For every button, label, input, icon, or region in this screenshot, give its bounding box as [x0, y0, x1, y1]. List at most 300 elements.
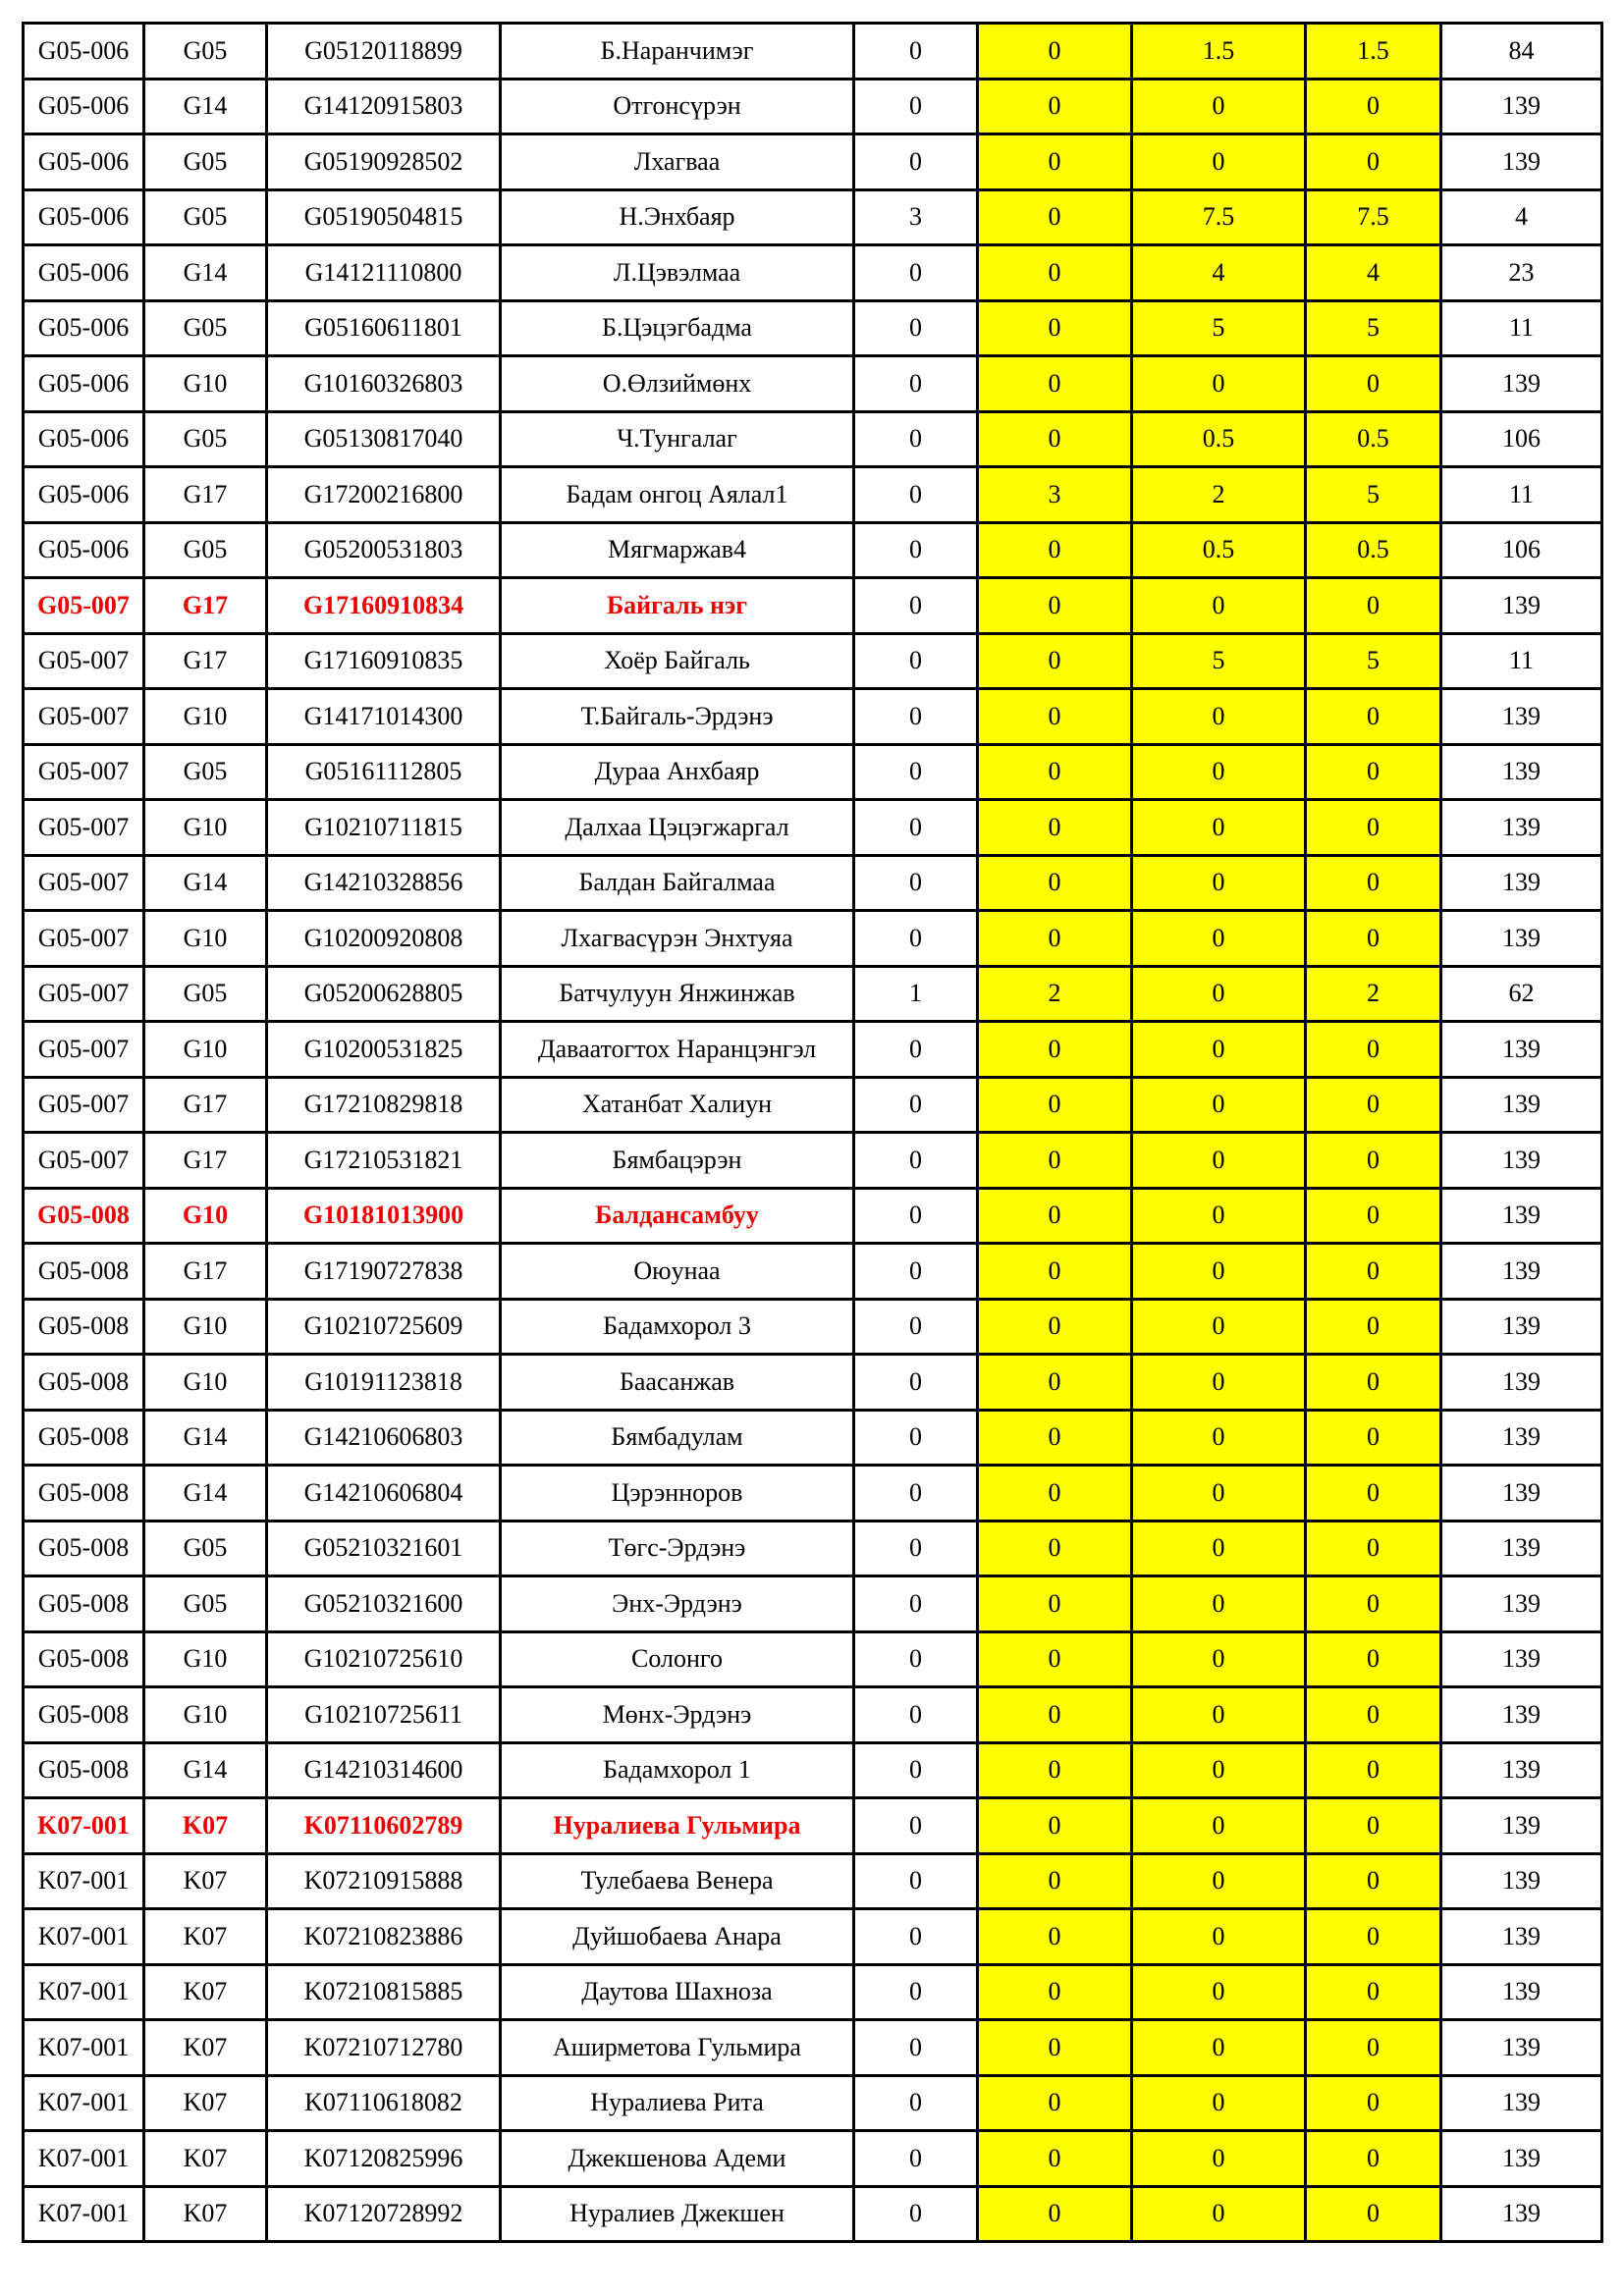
cell-code: G05-007: [24, 633, 144, 689]
table-row: [24, 1576, 1602, 1632]
cell-score-3: 0: [1132, 1798, 1306, 1854]
table-row: [24, 744, 1602, 800]
cell-score-2: 0: [978, 911, 1132, 967]
cell-total: 5: [1306, 467, 1441, 523]
cell-total: 0.5: [1306, 522, 1441, 578]
table-row: [24, 24, 1602, 80]
cell-score-2: 0: [978, 1964, 1132, 2020]
cell-total: 5: [1306, 633, 1441, 689]
results-table: [22, 22, 1603, 2243]
cell-score-3: 0: [1132, 689, 1306, 745]
cell-rank: 139: [1441, 1576, 1602, 1632]
cell-score-2: 0: [978, 1077, 1132, 1133]
cell-score-1: 0: [854, 300, 978, 356]
cell-code: G05-008: [24, 1576, 144, 1632]
cell-group: G05: [144, 134, 267, 190]
cell-group: G10: [144, 1188, 267, 1244]
cell-total: 0: [1306, 1466, 1441, 1522]
cell-name: Лхагваа: [501, 134, 854, 190]
cell-score-1: 0: [854, 1410, 978, 1466]
cell-id: K07120728992: [267, 2186, 501, 2242]
cell-group: G05: [144, 24, 267, 80]
cell-name: Хатанбат Халиун: [501, 1077, 854, 1133]
cell-group: G10: [144, 800, 267, 856]
cell-score-1: 0: [854, 1964, 978, 2020]
cell-code: G05-008: [24, 1466, 144, 1522]
table-row: [24, 2131, 1602, 2187]
cell-rank: 139: [1441, 1742, 1602, 1798]
cell-total: 0: [1306, 1853, 1441, 1909]
table-row: [24, 689, 1602, 745]
cell-group: G10: [144, 911, 267, 967]
cell-score-3: 0: [1132, 1355, 1306, 1411]
cell-score-1: 0: [854, 1742, 978, 1798]
cell-group: G10: [144, 1355, 267, 1411]
table-row: [24, 1077, 1602, 1133]
cell-score-1: 0: [854, 467, 978, 523]
cell-group: G14: [144, 855, 267, 911]
cell-score-2: 0: [978, 245, 1132, 301]
cell-code: K07-001: [24, 1853, 144, 1909]
cell-id: G17160910834: [267, 578, 501, 634]
cell-id: G10160326803: [267, 356, 501, 412]
cell-id: G14210328856: [267, 855, 501, 911]
cell-score-1: 0: [854, 2020, 978, 2076]
table-row: [24, 1853, 1602, 1909]
cell-score-3: 0: [1132, 855, 1306, 911]
cell-group: G10: [144, 1687, 267, 1743]
cell-score-2: 0: [978, 356, 1132, 412]
cell-score-3: 0: [1132, 2186, 1306, 2242]
cell-name: Даутова Шахноза: [501, 1964, 854, 2020]
cell-rank: 106: [1441, 522, 1602, 578]
cell-code: G05-008: [24, 1410, 144, 1466]
cell-score-1: 0: [854, 578, 978, 634]
cell-name: Мөнх-Эрдэнэ: [501, 1687, 854, 1743]
cell-group: G05: [144, 1576, 267, 1632]
cell-name: Энх-Эрдэнэ: [501, 1576, 854, 1632]
cell-score-2: 0: [978, 1853, 1132, 1909]
cell-score-1: 0: [854, 1909, 978, 1965]
cell-rank: 139: [1441, 744, 1602, 800]
cell-id: K07120825996: [267, 2131, 501, 2187]
table-row: [24, 2186, 1602, 2242]
cell-id: G10200920808: [267, 911, 501, 967]
cell-score-2: 0: [978, 2131, 1132, 2187]
cell-name: Дураа Анхбаяр: [501, 744, 854, 800]
cell-score-3: 0: [1132, 1631, 1306, 1687]
cell-score-1: 0: [854, 1299, 978, 1355]
cell-name: Хоёр Байгаль: [501, 633, 854, 689]
cell-code: G05-006: [24, 467, 144, 523]
cell-total: 0: [1306, 1576, 1441, 1632]
cell-total: 0: [1306, 1410, 1441, 1466]
cell-score-3: 0: [1132, 2075, 1306, 2131]
cell-score-2: 0: [978, 1466, 1132, 1522]
cell-score-2: 0: [978, 1631, 1132, 1687]
cell-score-3: 0: [1132, 1964, 1306, 2020]
cell-total: 2: [1306, 966, 1441, 1022]
cell-rank: 139: [1441, 2186, 1602, 2242]
cell-score-2: 0: [978, 1687, 1132, 1743]
cell-score-2: 0: [978, 1355, 1132, 1411]
table-body: [24, 24, 1602, 2242]
cell-score-2: 0: [978, 522, 1132, 578]
cell-score-2: 0: [978, 689, 1132, 745]
cell-name: Аширметова Гульмира: [501, 2020, 854, 2076]
table-row: [24, 1355, 1602, 1411]
cell-score-3: 0: [1132, 1576, 1306, 1632]
cell-id: K07210712780: [267, 2020, 501, 2076]
cell-group: G17: [144, 1133, 267, 1189]
cell-code: K07-001: [24, 1964, 144, 2020]
cell-id: G17160910835: [267, 633, 501, 689]
cell-score-2: 0: [978, 2186, 1132, 2242]
cell-code: G05-007: [24, 744, 144, 800]
cell-id: G14121110800: [267, 245, 501, 301]
cell-score-3: 0: [1132, 2131, 1306, 2187]
cell-code: G05-007: [24, 966, 144, 1022]
cell-total: 0: [1306, 1299, 1441, 1355]
cell-code: G05-008: [24, 1244, 144, 1300]
cell-group: G05: [144, 522, 267, 578]
cell-code: K07-001: [24, 2186, 144, 2242]
cell-code: G05-007: [24, 1022, 144, 1078]
table-row: [24, 1244, 1602, 1300]
cell-score-2: 0: [978, 1022, 1132, 1078]
table-row: [24, 1521, 1602, 1576]
cell-id: G05210321600: [267, 1576, 501, 1632]
cell-name: Мягмаржав4: [501, 522, 854, 578]
cell-score-2: 0: [978, 1521, 1132, 1576]
table-row-group-leader: [24, 1188, 1602, 1244]
cell-score-3: 0: [1132, 1466, 1306, 1522]
cell-name: Тулебаева Венера: [501, 1853, 854, 1909]
table-row: [24, 1742, 1602, 1798]
cell-group: K07: [144, 1798, 267, 1854]
cell-rank: 139: [1441, 2020, 1602, 2076]
cell-group: G14: [144, 1742, 267, 1798]
cell-rank: 139: [1441, 1299, 1602, 1355]
cell-score-2: 0: [978, 24, 1132, 80]
cell-group: G10: [144, 356, 267, 412]
cell-group: G10: [144, 1299, 267, 1355]
cell-name: Бадамхорол 3: [501, 1299, 854, 1355]
cell-score-1: 0: [854, 1798, 978, 1854]
cell-id: G17190727838: [267, 1244, 501, 1300]
cell-name: Баасанжав: [501, 1355, 854, 1411]
table-row: [24, 134, 1602, 190]
cell-total: 0: [1306, 79, 1441, 134]
cell-name: Цэрэнноров: [501, 1466, 854, 1522]
cell-score-3: 1.5: [1132, 24, 1306, 80]
table-row-group-leader: [24, 1798, 1602, 1854]
cell-name: Байгаль нэг: [501, 578, 854, 634]
table-row: [24, 189, 1602, 245]
cell-name: Ч.Тунгалаг: [501, 411, 854, 467]
cell-score-1: 0: [854, 356, 978, 412]
cell-score-1: 3: [854, 189, 978, 245]
cell-total: 0.5: [1306, 411, 1441, 467]
cell-id: G10191123818: [267, 1355, 501, 1411]
cell-score-1: 0: [854, 1133, 978, 1189]
cell-name: Балдан Байгалмаа: [501, 855, 854, 911]
cell-score-2: 0: [978, 1909, 1132, 1965]
cell-rank: 139: [1441, 1188, 1602, 1244]
cell-group: G14: [144, 245, 267, 301]
table-row: [24, 1410, 1602, 1466]
cell-total: 0: [1306, 1687, 1441, 1743]
cell-total: 0: [1306, 1964, 1441, 2020]
cell-group: G17: [144, 633, 267, 689]
cell-score-1: 0: [854, 1244, 978, 1300]
cell-score-3: 0: [1132, 1133, 1306, 1189]
cell-code: K07-001: [24, 2075, 144, 2131]
cell-rank: 4: [1441, 189, 1602, 245]
cell-rank: 139: [1441, 1631, 1602, 1687]
cell-score-3: 2: [1132, 467, 1306, 523]
cell-total: 0: [1306, 356, 1441, 412]
cell-total: 0: [1306, 800, 1441, 856]
cell-group: G14: [144, 1466, 267, 1522]
cell-score-3: 0: [1132, 2020, 1306, 2076]
cell-rank: 139: [1441, 855, 1602, 911]
cell-code: G05-007: [24, 1133, 144, 1189]
cell-rank: 139: [1441, 1077, 1602, 1133]
cell-score-1: 0: [854, 2186, 978, 2242]
cell-code: G05-008: [24, 1355, 144, 1411]
cell-total: 0: [1306, 2131, 1441, 2187]
cell-group: G05: [144, 300, 267, 356]
cell-score-3: 0: [1132, 578, 1306, 634]
cell-name: Далхаа Цэцэгжаргал: [501, 800, 854, 856]
cell-score-1: 0: [854, 911, 978, 967]
cell-id: G05130817040: [267, 411, 501, 467]
cell-code: G05-007: [24, 1077, 144, 1133]
table-row: [24, 1299, 1602, 1355]
cell-score-3: 0: [1132, 911, 1306, 967]
cell-rank: 84: [1441, 24, 1602, 80]
cell-rank: 139: [1441, 911, 1602, 967]
cell-score-1: 0: [854, 689, 978, 745]
cell-score-2: 0: [978, 1133, 1132, 1189]
cell-name: Батчулуун Янжинжав: [501, 966, 854, 1022]
cell-code: G05-007: [24, 911, 144, 967]
cell-name: Л.Цэвэлмаа: [501, 245, 854, 301]
cell-score-1: 0: [854, 1631, 978, 1687]
cell-rank: 139: [1441, 1355, 1602, 1411]
cell-total: 7.5: [1306, 189, 1441, 245]
table-row: [24, 245, 1602, 301]
cell-score-2: 0: [978, 1576, 1132, 1632]
cell-rank: 11: [1441, 633, 1602, 689]
cell-score-1: 0: [854, 2131, 978, 2187]
cell-id: K07210815885: [267, 1964, 501, 2020]
cell-name: Нуралиева Рита: [501, 2075, 854, 2131]
cell-code: G05-006: [24, 300, 144, 356]
cell-group: G14: [144, 1410, 267, 1466]
cell-code: G05-008: [24, 1188, 144, 1244]
cell-rank: 23: [1441, 245, 1602, 301]
cell-score-1: 0: [854, 79, 978, 134]
table-row: [24, 1022, 1602, 1078]
cell-id: G05160611801: [267, 300, 501, 356]
cell-code: G05-006: [24, 79, 144, 134]
cell-score-2: 0: [978, 1244, 1132, 1300]
cell-score-1: 0: [854, 245, 978, 301]
cell-id: K07110618082: [267, 2075, 501, 2131]
cell-id: G05210321601: [267, 1521, 501, 1576]
cell-code: G05-007: [24, 578, 144, 634]
cell-score-1: 1: [854, 966, 978, 1022]
cell-total: 4: [1306, 245, 1441, 301]
cell-group: G14: [144, 79, 267, 134]
cell-rank: 139: [1441, 1853, 1602, 1909]
cell-score-3: 0: [1132, 744, 1306, 800]
cell-id: G05120118899: [267, 24, 501, 80]
cell-total: 0: [1306, 911, 1441, 967]
table-row: [24, 467, 1602, 523]
table-row-group-leader: [24, 578, 1602, 634]
cell-rank: 139: [1441, 1466, 1602, 1522]
cell-group: K07: [144, 2020, 267, 2076]
cell-id: G10200531825: [267, 1022, 501, 1078]
cell-rank: 139: [1441, 2131, 1602, 2187]
table-row: [24, 1964, 1602, 2020]
cell-id: G05200628805: [267, 966, 501, 1022]
cell-total: 0: [1306, 1798, 1441, 1854]
cell-score-2: 0: [978, 633, 1132, 689]
cell-group: K07: [144, 2131, 267, 2187]
cell-group: K07: [144, 1909, 267, 1965]
cell-score-3: 0: [1132, 966, 1306, 1022]
cell-rank: 139: [1441, 1022, 1602, 1078]
cell-score-1: 0: [854, 800, 978, 856]
cell-name: Т.Байгаль-Эрдэнэ: [501, 689, 854, 745]
cell-code: G05-008: [24, 1742, 144, 1798]
cell-code: K07-001: [24, 1798, 144, 1854]
cell-score-1: 0: [854, 1687, 978, 1743]
cell-code: G05-008: [24, 1299, 144, 1355]
cell-rank: 139: [1441, 134, 1602, 190]
cell-code: G05-006: [24, 24, 144, 80]
table-row: [24, 633, 1602, 689]
cell-name: О.Өлзиймөнх: [501, 356, 854, 412]
cell-id: G10210711815: [267, 800, 501, 856]
cell-score-3: 0: [1132, 1687, 1306, 1743]
cell-code: G05-006: [24, 134, 144, 190]
cell-score-2: 0: [978, 134, 1132, 190]
cell-total: 0: [1306, 578, 1441, 634]
cell-total: 0: [1306, 2020, 1441, 2076]
cell-rank: 139: [1441, 1798, 1602, 1854]
cell-group: K07: [144, 2186, 267, 2242]
cell-total: 0: [1306, 134, 1441, 190]
cell-group: G10: [144, 1022, 267, 1078]
cell-rank: 11: [1441, 300, 1602, 356]
cell-score-3: 0: [1132, 1022, 1306, 1078]
cell-score-3: 5: [1132, 300, 1306, 356]
cell-group: G05: [144, 411, 267, 467]
cell-name: Балдансамбуу: [501, 1188, 854, 1244]
cell-group: K07: [144, 1964, 267, 2020]
cell-id: K07110602789: [267, 1798, 501, 1854]
cell-group: G05: [144, 1521, 267, 1576]
cell-group: G17: [144, 1244, 267, 1300]
cell-score-2: 0: [978, 744, 1132, 800]
cell-code: G05-008: [24, 1521, 144, 1576]
cell-code: G05-006: [24, 189, 144, 245]
cell-group: K07: [144, 1853, 267, 1909]
cell-score-2: 0: [978, 79, 1132, 134]
cell-rank: 139: [1441, 1687, 1602, 1743]
cell-id: G10210725609: [267, 1299, 501, 1355]
cell-id: G05190504815: [267, 189, 501, 245]
cell-group: G17: [144, 467, 267, 523]
cell-rank: 139: [1441, 800, 1602, 856]
cell-score-3: 0: [1132, 1244, 1306, 1300]
table-row: [24, 1909, 1602, 1965]
cell-score-1: 0: [854, 522, 978, 578]
cell-score-2: 0: [978, 2075, 1132, 2131]
cell-total: 0: [1306, 744, 1441, 800]
cell-id: K07210915888: [267, 1853, 501, 1909]
cell-score-1: 0: [854, 24, 978, 80]
cell-score-2: 0: [978, 1299, 1132, 1355]
cell-score-1: 0: [854, 855, 978, 911]
cell-id: G14210314600: [267, 1742, 501, 1798]
cell-score-1: 0: [854, 1521, 978, 1576]
cell-id: G14120915803: [267, 79, 501, 134]
cell-score-1: 0: [854, 1576, 978, 1632]
cell-rank: 139: [1441, 2075, 1602, 2131]
cell-score-3: 0: [1132, 134, 1306, 190]
cell-id: G05190928502: [267, 134, 501, 190]
cell-name: Лхагвасүрэн Энхтуяа: [501, 911, 854, 967]
cell-code: G05-006: [24, 245, 144, 301]
cell-rank: 139: [1441, 1909, 1602, 1965]
cell-rank: 106: [1441, 411, 1602, 467]
cell-score-2: 0: [978, 1798, 1132, 1854]
cell-rank: 139: [1441, 1133, 1602, 1189]
cell-id: G17210531821: [267, 1133, 501, 1189]
cell-total: 0: [1306, 855, 1441, 911]
table-row: [24, 1687, 1602, 1743]
table-row: [24, 855, 1602, 911]
cell-name: Бямбадулам: [501, 1410, 854, 1466]
cell-code: K07-001: [24, 2020, 144, 2076]
cell-score-1: 0: [854, 1022, 978, 1078]
cell-name: Б.Цэцэгбадма: [501, 300, 854, 356]
cell-code: G05-006: [24, 522, 144, 578]
cell-name: Солонго: [501, 1631, 854, 1687]
cell-score-3: 0: [1132, 1188, 1306, 1244]
cell-id: G05200531803: [267, 522, 501, 578]
table-row: [24, 1466, 1602, 1522]
cell-code: G05-007: [24, 689, 144, 745]
cell-total: 0: [1306, 1909, 1441, 1965]
cell-score-3: 0: [1132, 1909, 1306, 1965]
cell-name: Отгонсүрэн: [501, 79, 854, 134]
table-row: [24, 79, 1602, 134]
cell-score-2: 3: [978, 467, 1132, 523]
cell-score-2: 0: [978, 300, 1132, 356]
cell-total: 0: [1306, 1244, 1441, 1300]
cell-name: Бадам онгоц Аялал1: [501, 467, 854, 523]
cell-score-1: 0: [854, 633, 978, 689]
cell-score-1: 0: [854, 411, 978, 467]
cell-score-3: 4: [1132, 245, 1306, 301]
